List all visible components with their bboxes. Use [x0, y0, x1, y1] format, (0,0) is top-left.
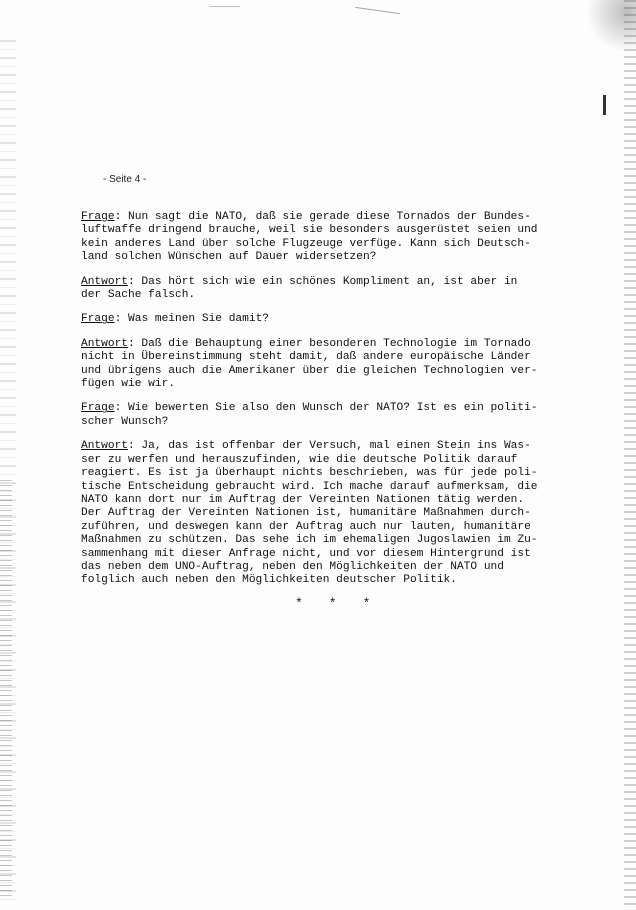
paragraph-text: Nun sagt die NATO, daß sie gerade diese Tornados der Bundes- luftwaffe dringend brauche, weil sie besonders ausgerüstet seien und kein anderes Land über solche Flugzeuge verfüge. Kann sich Deutsch- land solchen Wünschen auf Dauer widersetzen?	[81, 211, 538, 264]
scan-scratch-2	[210, 6, 240, 7]
paragraph-text: Das hört sich wie ein schönes Kompliment an, ist aber in der Sache falsch.	[81, 275, 518, 302]
scan-edge-left-lower	[0, 480, 12, 900]
paragraph-text: Was meinen Sie damit?	[121, 313, 269, 326]
scan-edge-right	[624, 0, 636, 910]
paragraph-question-1: Frage: Nun sagt die NATO, daß sie gerade diese Tornados der Bundes- luftwaffe dringend brauche, weil sie besonders ausgerüstet seien und kein anderes Land über solche Flugzeuge verfüge. Kann sich Deutsch- land solchen Wünschen auf Dauer widersetzen?	[81, 211, 538, 264]
paragraph-answer-2: Antwort: Daß die Behauptung einer besonderen Technologie im Tornado nicht in Übereinstimmung steht damit, daß andere europäische Länder und übrigens auch die Amerikaner über die gleichen Technologien ver- fügen wie wir.	[81, 337, 538, 391]
page-number: - Seite 4 -	[103, 174, 147, 185]
paragraph-text: Ja, das ist offenbar der Versuch, mal einen Stein ins Was- ser zu werfen und herauszufinden, wie die deutsche Politik darauf reagiert. Es ist ja überhaupt nichts beschrieben, was für jede poli- tische Entscheidung gebraucht wird. Ich mache darauf aufmerksam, die NATO kann dort nur im Auftrag der Vereinten Nationen tätig werden. Der Auftrag der Vereinten Nationen ist, humanitäre Maßnahmen durch- zuführen, und deswegen kann der Auftrag auch nur lauten, humanitäre Maßnahmen zu schützen. Das sehe ich im ehemaligen Jugoslawien im Zu- sammenhang mit dieser Anfrage nicht, und vor diesem Hintergrund ist das neben dem UNO-Auftrag, neben den Möglichkeiten der NATO und folglich auch neben den Möglichkeiten deutscher Politik.	[81, 440, 538, 587]
paragraph-text: Wie bewerten Sie also den Wunsch der NATO? Ist es ein politi- scher Wunsch?	[81, 402, 538, 428]
speaker-label: Frage	[81, 211, 115, 223]
scan-mark	[603, 95, 606, 115]
scan-corner-smudge	[588, 0, 636, 60]
interview-text	[81, 211, 581, 599]
paragraph-text: Daß die Behauptung einer besonderen Technologie im Tornado nicht in Übereinstimmung steht damit, daß andere europäische Länder und übrigens auch die Amerikaner über die gleichen Technologien ver- fügen wie wir.	[81, 337, 538, 391]
speaker-label: Antwort	[81, 275, 128, 288]
speaker-label: Antwort	[81, 337, 128, 350]
scan-scratch	[355, 7, 400, 14]
paragraph-answer-1: Antwort: Das hört sich wie ein schönes Kompliment an, ist aber in der Sache falsch.	[81, 275, 518, 302]
section-separator: ***	[295, 596, 397, 611]
speaker-label: Frage	[81, 313, 115, 326]
paragraph-question-3: Frage: Wie bewerten Sie also den Wunsch der NATO? Ist es ein politi- scher Wunsch?	[81, 402, 538, 428]
paragraph-answer-3: Antwort: Ja, das ist offenbar der Versuch, mal einen Stein ins Was- ser zu werfen und herauszufinden, wie die deutsche Politik darauf reagiert. Es ist ja überhaupt nichts beschrieben, was für jede poli- tische Entscheidung gebraucht wird. Ich mache darauf aufmerksam, die NATO kann dort nur im Auftrag der Vereinten Nationen tätig werden. Der Auftrag der Vereinten Nationen ist, humanitäre Maßnahmen durch- zuführen, und deswegen kann der Auftrag auch nur lauten, humanitäre Maßnahmen zu schützen. Das sehe ich im ehemaligen Jugoslawien im Zu- sammenhang mit dieser Anfrage nicht, und vor diesem Hintergrund ist das neben dem UNO-Auftrag, neben den Möglichkeiten der NATO und folglich auch neben den Möglichkeiten deutscher Politik.	[81, 440, 538, 587]
speaker-label: Antwort	[81, 440, 128, 453]
speaker-label: Frage	[81, 402, 115, 415]
paragraph-question-2: Frage: Was meinen Sie damit?	[81, 313, 269, 326]
